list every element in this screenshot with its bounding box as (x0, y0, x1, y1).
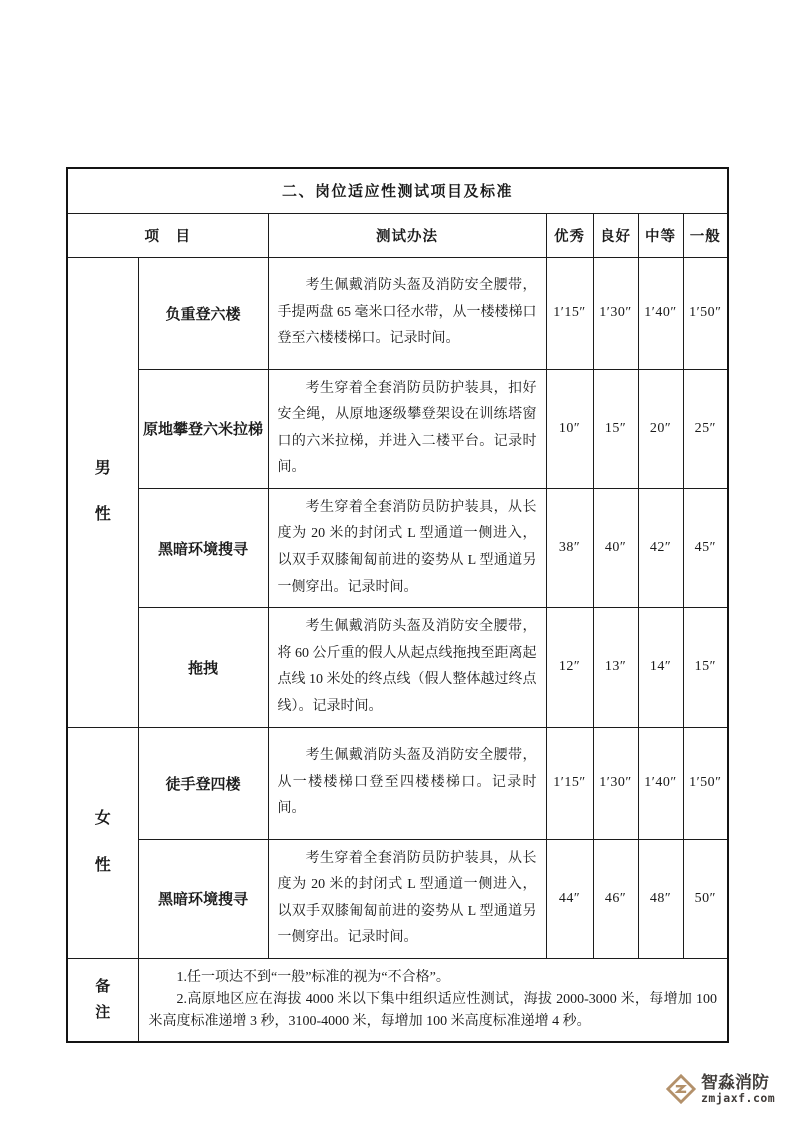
method-cell (268, 488, 546, 607)
col-header-item: 项 目 (67, 213, 268, 257)
remarks-cell (138, 959, 728, 1042)
grade-value-excellent: 10″ (546, 369, 593, 488)
method-cell (268, 257, 546, 369)
female-section-cell (67, 727, 138, 958)
grade-value-medium: 1′40″ (638, 727, 683, 839)
col-header-medium: 中等 (638, 213, 683, 257)
footer-watermark (666, 1074, 775, 1104)
table-row (67, 369, 728, 488)
item-name: 原地攀登六米拉梯 (138, 369, 268, 488)
female-section-label: 女性 (94, 810, 111, 874)
grade-value-general: 45″ (683, 488, 728, 607)
grade-value-good: 46″ (593, 839, 638, 958)
method-cell (268, 839, 546, 958)
aptitude-test-table (66, 167, 729, 1043)
grade-value-medium: 14″ (638, 608, 683, 727)
item-name: 负重登六楼 (138, 257, 268, 369)
grade-value-medium: 1′40″ (638, 257, 683, 369)
table-header-row (67, 213, 728, 257)
col-header-excellent: 优秀 (546, 213, 593, 257)
grade-value-good: 13″ (593, 608, 638, 727)
brand-text-block (701, 1074, 775, 1104)
remark-item-1: 1.任一项达不到“一般”标准的视为“不合格”。 (176, 970, 450, 986)
item-name: 徒手登四楼 (138, 727, 268, 839)
table-row (67, 488, 728, 607)
grade-value-general: 1′50″ (683, 727, 728, 839)
grade-value-good: 1′30″ (593, 257, 638, 369)
grade-value-excellent: 1′15″ (546, 257, 593, 369)
item-name: 拖拽 (138, 608, 268, 727)
grade-value-excellent: 12″ (546, 608, 593, 727)
remarks-label-cell (67, 959, 138, 1042)
method-text: 考生佩戴消防头盔及消防安全腰带，从一楼楼梯口登至四楼楼梯口。记录时间。 (277, 748, 537, 817)
grade-value-general: 1′50″ (683, 257, 728, 369)
grade-value-general: 50″ (683, 839, 728, 958)
remark-item-2: 2.高原地区应在海拔 4000 米以下集中组织适应性测试，海拔 2000-3000 米，每增加 100 米高度标准递增 3 秒，3100-4000 米，每增加 100 米高度标准递增 4 秒。 (148, 991, 718, 1029)
method-cell (268, 369, 546, 488)
grade-value-excellent: 1′15″ (546, 727, 593, 839)
table-row (67, 257, 728, 369)
table-row (67, 608, 728, 727)
table-title: 二、岗位适应性测试项目及标准 (67, 168, 728, 213)
brand-domain: zmjaxf.com (701, 1090, 776, 1105)
col-header-good: 良好 (593, 213, 638, 257)
grade-value-good: 1′30″ (593, 727, 638, 839)
brand-logo-icon (666, 1074, 696, 1104)
male-section-cell (67, 257, 138, 727)
item-name: 黑暗环境搜寻 (138, 488, 268, 607)
grade-value-excellent: 38″ (546, 488, 593, 607)
col-header-method: 测试办法 (268, 213, 546, 257)
method-text: 考生佩戴消防头盔及消防安全腰带，手提两盘 65 毫米口径水带，从一楼楼梯口登至六楼楼梯口。记录时间。 (277, 278, 537, 347)
grade-value-general: 15″ (683, 608, 728, 727)
method-cell (268, 727, 546, 839)
grade-value-good: 40″ (593, 488, 638, 607)
grade-value-medium: 20″ (638, 369, 683, 488)
method-text: 考生穿着全套消防员防护装具，从长度为 20 米的封闭式 L 型通道一侧进入，以双手双膝匍匐前进的姿势从 L 型通道另一侧穿出。记录时间。 (277, 499, 537, 595)
method-text: 考生佩戴消防头盔及消防安全腰带，将 60 公斤重的假人从起点线拖拽至距离起点线 10 米处的终点线（假人整体越过终点线）。记录时间。 (277, 619, 537, 715)
remarks-row (67, 959, 728, 1042)
table-row (67, 839, 728, 958)
method-text: 考生穿着全套消防员防护装具，从长度为 20 米的封闭式 L 型通道一侧进入，以双手双膝匍匐前进的姿势从 L 型通道另一侧穿出。记录时间。 (277, 850, 537, 946)
method-cell (268, 608, 546, 727)
method-text: 考生穿着全套消防员防护装具，扣好安全绳，从原地逐级攀登架设在训练塔窗口的六米拉梯，并进入二楼平台。记录时间。 (277, 380, 537, 476)
item-name: 黑暗环境搜寻 (138, 839, 268, 958)
grade-value-general: 25″ (683, 369, 728, 488)
grade-value-excellent: 44″ (546, 839, 593, 958)
remarks-label: 备注 (95, 977, 111, 1021)
grade-value-good: 15″ (593, 369, 638, 488)
table-row (67, 727, 728, 839)
col-header-general: 一般 (683, 213, 728, 257)
grade-value-medium: 42″ (638, 488, 683, 607)
brand-name: 智淼消防 (701, 1073, 769, 1093)
grade-value-medium: 48″ (638, 839, 683, 958)
male-section-label: 男性 (94, 459, 111, 524)
table-title-row (67, 168, 728, 213)
